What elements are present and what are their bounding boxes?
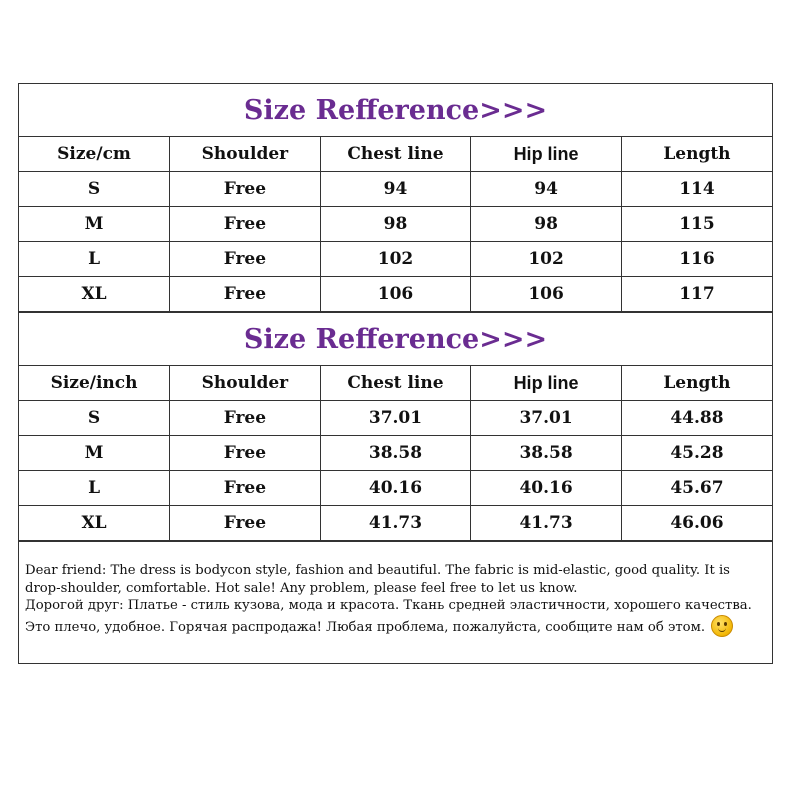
table-cell: 45.67 <box>621 471 772 506</box>
table-cell: L <box>19 471 170 506</box>
table-cell: 41.73 <box>471 506 622 541</box>
table-cell: Free <box>170 207 321 242</box>
table-cell: 37.01 <box>320 401 471 436</box>
table-cell: 46.06 <box>621 506 772 541</box>
cm-section-title: Size Refference>>> <box>19 84 772 137</box>
table-cell: 102 <box>320 242 471 277</box>
table-cell: M <box>19 207 170 242</box>
product-note <box>19 542 772 637</box>
size-chart <box>18 83 773 664</box>
note-russian-text: Дорогой друг: Платье - стиль кузова, мода и красота. Ткань средней эластичности, хорошего качества. Это плечо, удобное. Горячая распродажа! Любая проблема, пожалуйста, сообщите нам об этом. <box>25 598 752 635</box>
header-cell: Chest line <box>320 366 471 401</box>
table-cell: 114 <box>621 172 772 207</box>
table-cell: 106 <box>320 277 471 312</box>
table-cell: Free <box>170 401 321 436</box>
table-row <box>19 172 772 207</box>
table-cell: 37.01 <box>471 401 622 436</box>
table-cell: 40.16 <box>471 471 622 506</box>
table-cell: 115 <box>621 207 772 242</box>
header-cell: Size/inch <box>19 366 170 401</box>
table-row <box>19 242 772 277</box>
table-row <box>19 506 772 541</box>
smiley-face-icon <box>711 615 733 637</box>
inch-section-title: Size Refference>>> <box>19 313 772 366</box>
table-cell: 94 <box>320 172 471 207</box>
header-cell: Hip line <box>471 366 622 401</box>
table-cell: Free <box>170 277 321 312</box>
table-row <box>19 401 772 436</box>
table-row <box>19 277 772 312</box>
table-cell: 98 <box>320 207 471 242</box>
note-english: Dear friend: The dress is bodycon style, fashion and beautiful. The fabric is mid-elastic, good quality. It is drop-shoulder, comfortable. Hot sale! Any problem, please feel free to let us know. <box>25 563 730 596</box>
header-cell: Size/cm <box>19 137 170 172</box>
table-cell: 106 <box>471 277 622 312</box>
table-row <box>19 436 772 471</box>
header-cell: Shoulder <box>170 366 321 401</box>
header-cell: Length <box>621 366 772 401</box>
header-cell: Hip line <box>471 137 622 172</box>
inch-size-table <box>19 366 772 541</box>
table-header-row <box>19 137 772 172</box>
table-row <box>19 471 772 506</box>
table-cell: S <box>19 172 170 207</box>
table-cell: 94 <box>471 172 622 207</box>
table-cell: 117 <box>621 277 772 312</box>
table-cell: Free <box>170 506 321 541</box>
table-cell: 41.73 <box>320 506 471 541</box>
table-header-row <box>19 366 772 401</box>
table-cell: Free <box>170 172 321 207</box>
table-cell: 38.58 <box>471 436 622 471</box>
table-cell: 102 <box>471 242 622 277</box>
table-cell: 44.88 <box>621 401 772 436</box>
table-cell: 98 <box>471 207 622 242</box>
note-russian <box>25 597 766 637</box>
table-row <box>19 207 772 242</box>
table-cell: 40.16 <box>320 471 471 506</box>
table-cell: 45.28 <box>621 436 772 471</box>
table-cell: S <box>19 401 170 436</box>
table-cell: XL <box>19 277 170 312</box>
table-cell: 38.58 <box>320 436 471 471</box>
header-cell: Length <box>621 137 772 172</box>
table-cell: 116 <box>621 242 772 277</box>
table-cell: M <box>19 436 170 471</box>
table-cell: Free <box>170 436 321 471</box>
cm-size-table <box>19 137 772 312</box>
header-cell: Shoulder <box>170 137 321 172</box>
table-cell: Free <box>170 471 321 506</box>
header-cell: Chest line <box>320 137 471 172</box>
table-cell: XL <box>19 506 170 541</box>
table-cell: L <box>19 242 170 277</box>
table-cell: Free <box>170 242 321 277</box>
